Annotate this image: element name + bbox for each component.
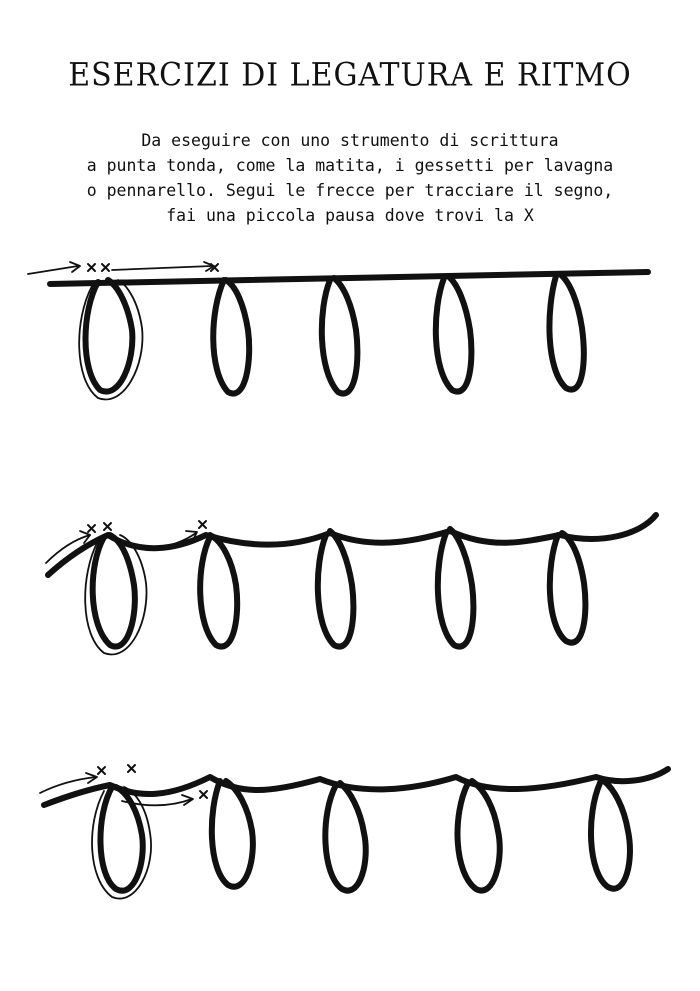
loop [325,783,365,891]
loop [93,535,135,647]
loop [86,280,133,392]
instruction-line: o pennarello. Segui le frecce per tracciare il segno, [86,181,614,200]
loop [318,531,354,647]
loop [591,781,630,889]
page-title: ESERCIZI DI LEGATURA E RITMO [68,57,632,94]
loop [436,276,472,392]
loop [213,280,249,394]
loop [549,274,583,390]
instruction-line: a punta tonda, come la matita, i gessetti per lavagna [86,156,614,175]
instructions [20,128,680,228]
instruction-line: Da eseguire con uno strumento di scrittura [141,131,559,150]
exercise-2-wave-loops [0,505,700,675]
arrow-stroke [28,266,78,274]
exercise-1-straight-loops [0,250,700,420]
loop [322,278,358,394]
loop [550,533,586,643]
loop [200,535,237,647]
loop [458,781,500,891]
loop [212,781,253,887]
loop [438,529,474,647]
exercise-3-garland-loops [0,755,700,915]
wave-stroke [48,515,656,575]
arrow-stroke [112,266,212,270]
loop [100,787,142,891]
instruction-line: fai una piccola pausa dove trovi la X [166,206,534,225]
